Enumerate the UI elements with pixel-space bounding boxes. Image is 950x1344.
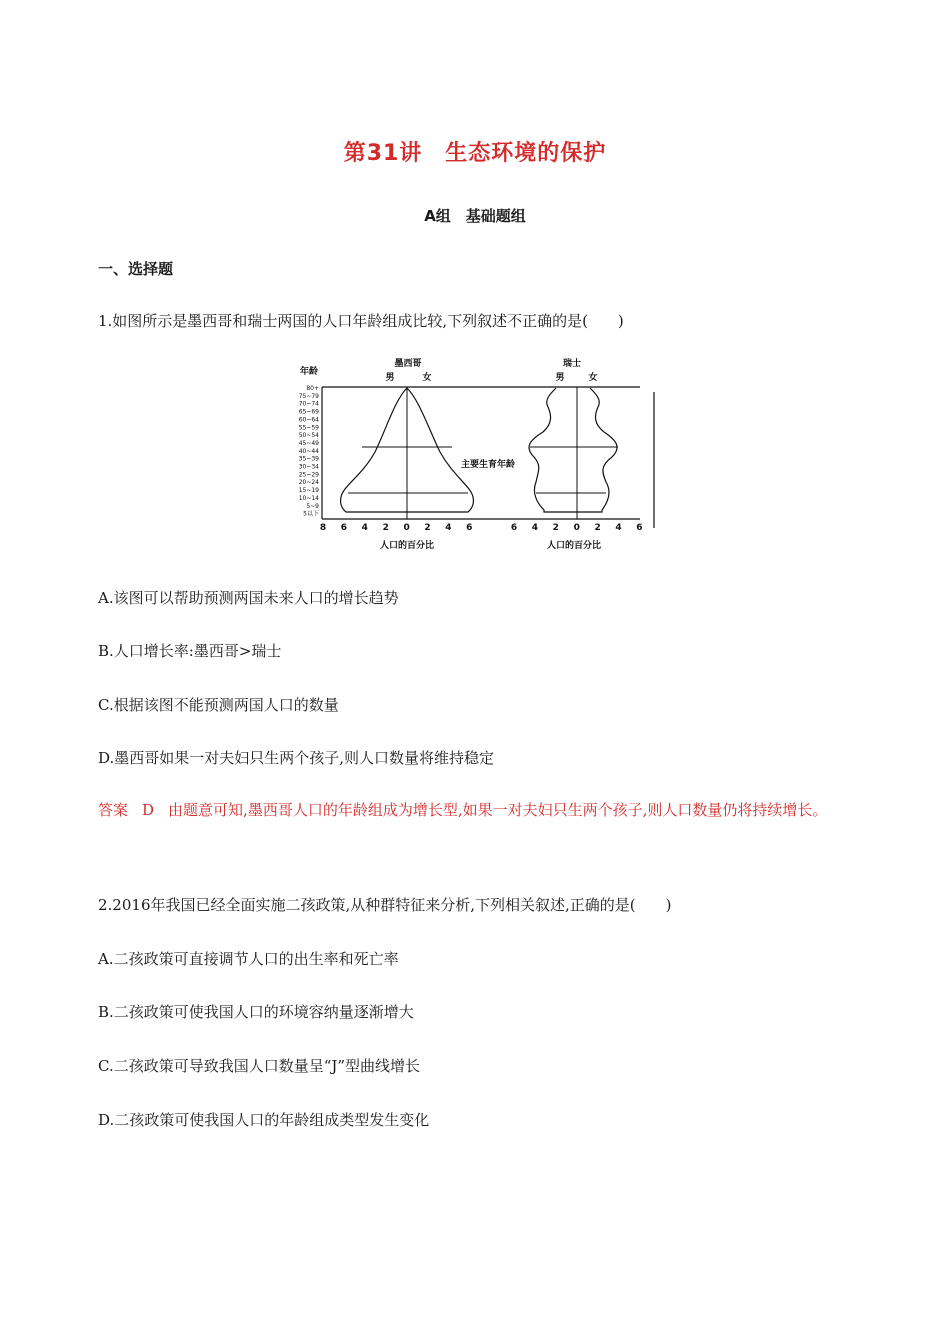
x-tick-label: 2 (594, 523, 601, 533)
q1-answer-block (98, 791, 848, 829)
age-label: 80+ (306, 385, 319, 392)
x-tick-label: 0 (573, 523, 580, 533)
x-tick-label: 4 (361, 523, 368, 533)
answer-key: D (142, 801, 155, 819)
q1-option-c: C.根据该图不能预测两国人口的数量 (98, 696, 339, 714)
age-label: 75~79 (298, 392, 319, 400)
x-tick-label: 4 (445, 523, 452, 533)
x-tick-label: 2 (382, 523, 389, 533)
switzerland-male-label: 男 (555, 373, 565, 383)
y-axis-title: 年龄 (300, 367, 319, 377)
section-heading: 一、选择题 (98, 260, 174, 278)
age-label: 30~34 (298, 463, 319, 471)
q2-option-a: A.二孩政策可直接调节人口的出生率和死亡率 (98, 950, 399, 968)
age-label: 5以下 (303, 510, 319, 518)
age-label: 25~29 (298, 471, 319, 479)
x-tick-label: 4 (531, 523, 539, 533)
x-tick-label: 8 (319, 523, 327, 533)
age-label: 50~54 (298, 432, 319, 440)
x-tick-label: 4 (615, 523, 622, 533)
x-tick-label: 2 (552, 523, 559, 533)
group-heading: A组 基础题组 (424, 207, 526, 225)
x-tick-label: 6 (636, 523, 643, 533)
mexico-x-ticks (320, 523, 473, 533)
population-pyramid-figure (290, 352, 660, 552)
q2-option-b: B.二孩政策可使我国人口的环境容纳量逐渐增大 (98, 1003, 414, 1021)
age-label: 5~9 (306, 502, 319, 510)
age-label: 15~19 (298, 487, 319, 495)
answer-explanation: 由题意可知,墨西哥人口的年龄组成为增长型,如果一对夫妇只生两个孩子,则人口数量仍将持续增长。 (168, 801, 828, 819)
age-label: 65~69 (298, 408, 319, 416)
page-title: 第31讲 生态环境的保护 (343, 141, 607, 166)
fertility-band-label: 主要生育年龄 (460, 460, 516, 470)
switzerland-x-axis-title: 人口的百分比 (546, 541, 602, 551)
q2-option-d: D.二孩政策可使我国人口的年龄组成类型发生变化 (98, 1111, 430, 1129)
x-tick-label: 6 (466, 523, 473, 533)
q2-option-c: C.二孩政策可导致我国人口数量呈“J”型曲线增长 (98, 1057, 421, 1075)
q1-option-b: B.人口增长率:墨西哥>瑞士 (98, 642, 282, 660)
switzerland-x-ticks (511, 523, 643, 533)
q1-option-a: A.该图可以帮助预测两国未来人口的增长趋势 (98, 589, 399, 607)
switzerland-female-label: 女 (588, 373, 598, 383)
mexico-x-axis-title: 人口的百分比 (379, 541, 435, 551)
q1-option-d: D.墨西哥如果一对夫妇只生两个孩子,则人口数量将维持稳定 (98, 749, 495, 767)
question-1-stem: 1.如图所示是墨西哥和瑞士两国的人口年龄组成比较,下列叙述不正确的是( ) (98, 312, 624, 330)
answer-label: 答案 (98, 801, 129, 819)
x-tick-label: 0 (403, 523, 410, 533)
age-label: 10~14 (298, 494, 319, 502)
switzerland-title: 瑞士 (562, 359, 582, 369)
x-tick-label: 2 (424, 523, 431, 533)
age-label: 55~59 (298, 424, 319, 432)
age-label: 45~49 (298, 439, 319, 447)
age-label: 60~64 (298, 416, 319, 424)
age-label: 70~74 (298, 400, 319, 408)
mexico-male-label: 男 (385, 373, 395, 383)
age-label: 35~39 (298, 455, 319, 463)
mexico-female-label: 女 (422, 373, 432, 383)
x-tick-label: 6 (510, 523, 518, 533)
age-label: 40~44 (298, 447, 319, 455)
question-2-stem: 2.2016年我国已经全面实施二孩政策,从种群特征来分析,下列相关叙述,正确的是( ) (98, 896, 672, 914)
age-label: 20~24 (298, 479, 319, 487)
age-axis-labels (299, 385, 319, 518)
x-tick-label: 6 (340, 523, 348, 533)
mexico-title: 墨西哥 (394, 359, 422, 369)
